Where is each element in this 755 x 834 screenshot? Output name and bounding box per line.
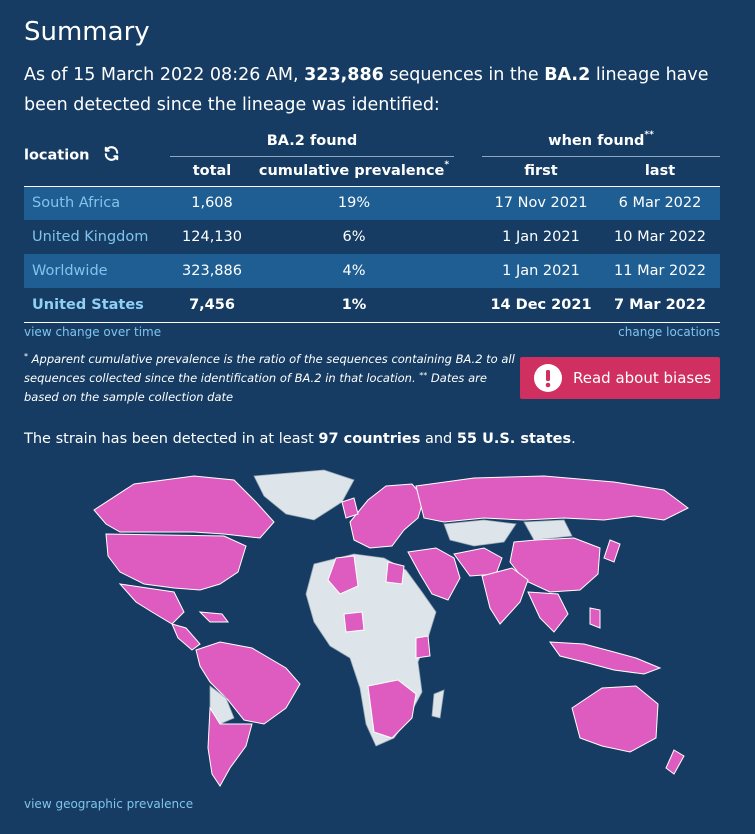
sequence-count: 323,886 [304, 65, 384, 85]
table-row [24, 254, 720, 288]
table-row [24, 288, 720, 322]
map-kazakhstan [444, 520, 516, 546]
summary-table [24, 126, 720, 323]
location-link[interactable]: United Kingdom [32, 229, 149, 245]
map-india [482, 568, 528, 624]
group-header-when: when found** [482, 126, 720, 156]
location-link[interactable]: Worldwide [32, 263, 108, 279]
last-cell: 7 Mar 2022 [614, 296, 706, 313]
group-header-found: BA.2 found [170, 126, 454, 156]
map-madagascar [432, 690, 444, 718]
exclamation-icon [534, 364, 562, 392]
first-cell: 1 Jan 2021 [502, 229, 580, 245]
prevalence-cell: 4% [342, 263, 366, 279]
view-change-over-time-link[interactable]: view change over time [24, 325, 162, 339]
page-title: Summary [24, 17, 150, 47]
map-indonesia [550, 642, 660, 674]
first-cell: 14 Dec 2021 [490, 296, 592, 313]
last-cell: 10 Mar 2022 [614, 229, 706, 245]
read-about-biases-button[interactable] [520, 357, 720, 399]
map-mexico [120, 584, 184, 624]
map-australia [572, 686, 658, 752]
col-first: first [524, 163, 558, 179]
table-row [24, 186, 720, 220]
col-last: last [644, 163, 676, 179]
first-cell: 17 Nov 2021 [494, 195, 588, 212]
map-russia [416, 476, 688, 522]
map-greenland [254, 470, 354, 520]
total-cell: 323,886 [182, 263, 242, 279]
map-kenya [416, 636, 430, 658]
map-philippines [590, 608, 600, 628]
location-link[interactable]: South Africa [32, 195, 121, 212]
map-iran-afghanistan [454, 548, 502, 576]
map-caribbean [200, 612, 228, 622]
last-cell: 11 Mar 2022 [614, 263, 706, 279]
prevalence-cell: 19% [337, 195, 371, 212]
map-mongolia [524, 520, 572, 540]
location-link[interactable]: United States [32, 296, 144, 313]
map-southern-africa [368, 680, 416, 738]
detection-summary: The strain has been detected in at least 97 countries and 55 U.S. states. [24, 431, 576, 447]
map-new-zealand [666, 750, 684, 774]
prevalence-cell: 1% [341, 296, 367, 313]
first-cell: 1 Jan 2021 [502, 263, 580, 279]
map-japan [604, 540, 620, 562]
map-uk [342, 498, 358, 518]
change-locations-link[interactable]: change locations [618, 325, 720, 339]
map-canada-alaska [94, 476, 274, 538]
country-count: 97 countries [318, 431, 421, 447]
total-cell: 7,456 [189, 296, 235, 313]
table-row [24, 220, 720, 254]
map-usa [106, 534, 246, 590]
world-map[interactable] [24, 462, 720, 792]
refresh-icon[interactable] [103, 145, 120, 166]
col-prevalence: cumulative prevalence* [258, 160, 450, 179]
read-about-biases-label: Read about biases [573, 369, 712, 387]
footnote: * Apparent cumulative prevalence is the ratio of the sequences containing BA.2 to all sequences collected since the identification of BA.2 in that location. ** Dates are based on the sample collection date [24, 352, 515, 404]
view-geographic-prevalence-link[interactable]: view geographic prevalence [24, 797, 194, 811]
map-egypt [386, 562, 404, 584]
lineage-name: BA.2 [544, 65, 591, 85]
total-cell: 124,130 [182, 229, 242, 245]
summary-intro: As of 15 March 2022 08:26 AM, 323,886 sequences in the BA.2 lineage have been detected since the lineage was identified: [24, 65, 709, 115]
map-nigeria [344, 612, 364, 632]
map-europe [350, 484, 424, 548]
location-header: location [24, 126, 170, 186]
state-count: 55 U.S. states [456, 431, 572, 447]
map-central-america [172, 624, 200, 650]
col-total: total [192, 163, 232, 179]
last-cell: 6 Mar 2022 [618, 195, 702, 212]
map-southeast-asia [528, 592, 568, 632]
total-cell: 1,608 [191, 195, 233, 212]
prevalence-cell: 6% [342, 229, 366, 245]
